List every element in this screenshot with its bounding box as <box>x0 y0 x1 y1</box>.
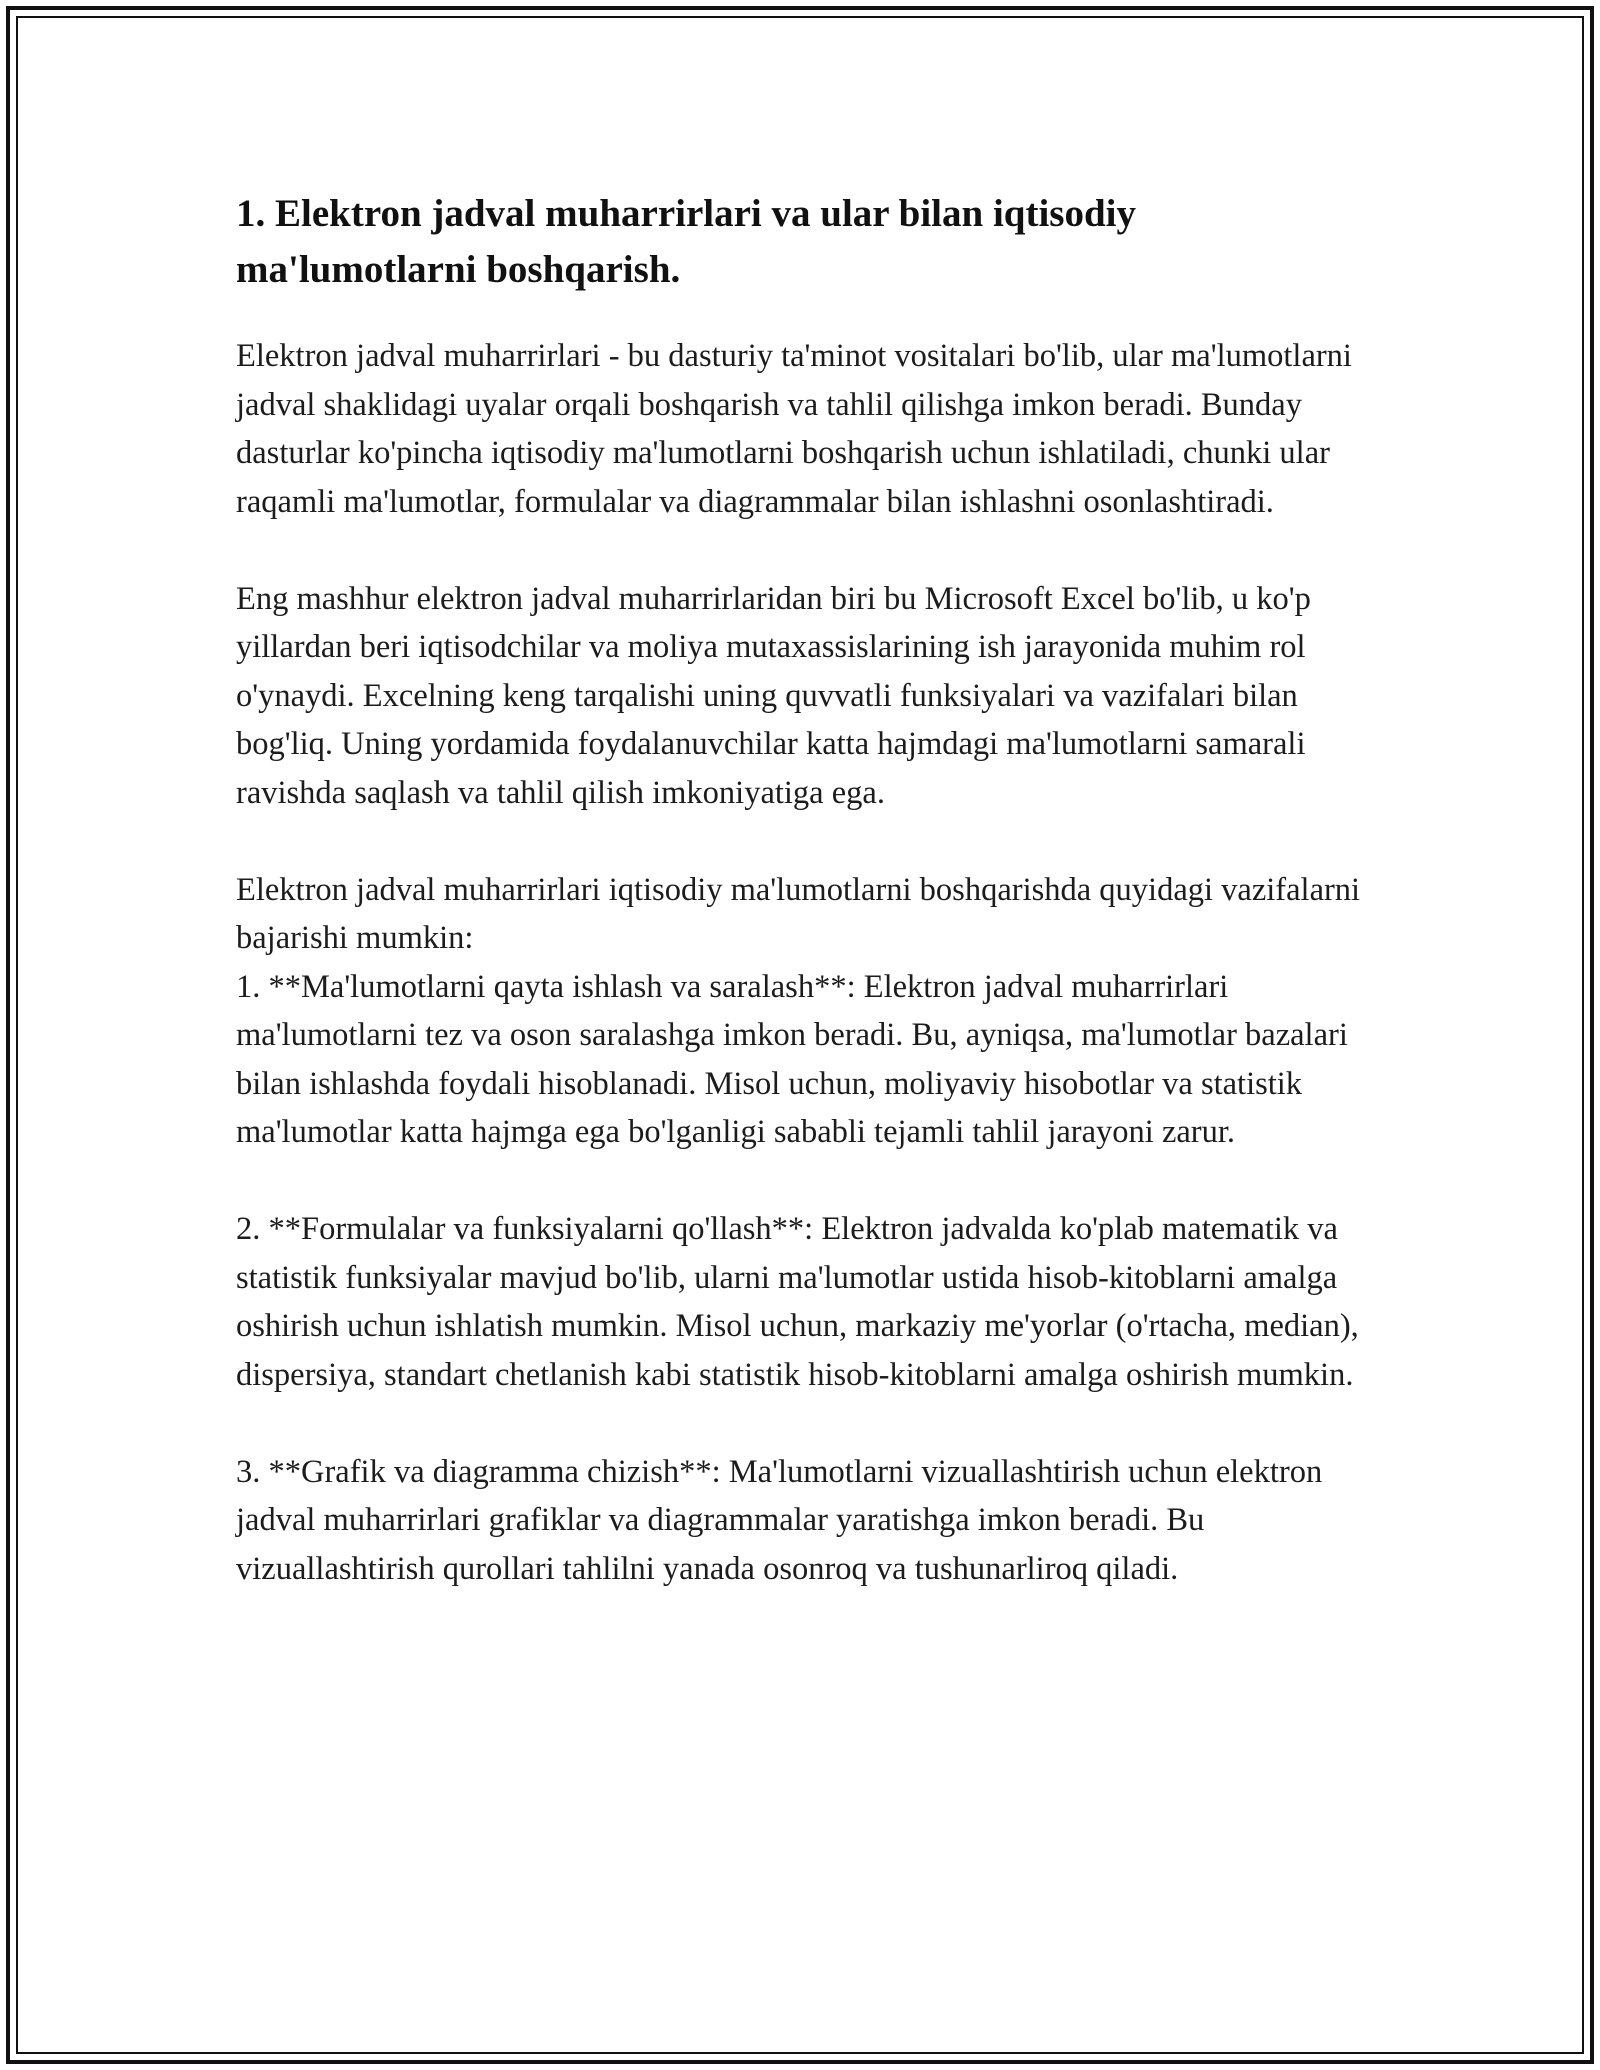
paragraph-intro: Elektron jadval muharrirlari - bu dasturiy ta'minot vositalari bo'lib, ular ma'lumotlarni jadval shaklidagi uyalar orqali boshqarish va tahlil qilishga imkon beradi. Bunday dasturlar ko'pincha iqtisodiy ma'lumotlarni boshqarish uchun ishlatiladi, chunki ular raqamli ma'lumotlar, formulalar va diagrammalar bilan ishlashni osonlashtiradi. <box>236 338 1352 520</box>
list-item-formulas: 2. **Formulalar va funksiyalarni qo'llash**: Elektron jadvalda ko'plab matematik va statistik funksiyalar mavjud bo'lib, ularni ma'lumotlar ustida hisob-kitoblarni amalga oshirish uchun ishlatish mumkin. Misol uchun, markaziy me'yorlar (o'rtacha, median), dispersiya, standart chetlanish kabi statistik hisob-kitoblarni amalga oshirish mumkin. <box>236 1211 1359 1393</box>
list-item-charts: 3. **Grafik va diagramma chizish**: Ma'lumotlarni vizuallashtirish uchun elektron jadval muharrirlari grafiklar va diagrammalar yaratishga imkon beradi. Bu vizuallashtirish qurollari tahlilni yanada osonroq va tushunarliroq qiladi. <box>236 1453 1323 1587</box>
document-body <box>236 186 1376 1593</box>
paragraph-excel: Eng mashhur elektron jadval muharrirlaridan biri bu Microsoft Excel bo'lib, u ko'p yillardan beri iqtisodchilar va moliya mutaxassislarining ish jarayonida muhim rol o'ynaydi. Excelning keng tarqalishi uning quvvatli funksiyalari va vazifalari bilan bog'liq. Uning yordamida foydalanuvchilar katta hajmdagi ma'lumotlarni samarali ravishda saqlash va tahlil qilish imkoniyatiga ega. <box>236 580 1311 811</box>
paragraph-tasks-intro: Elektron jadval muharrirlari iqtisodiy ma'lumotlarni boshqarishda quyidagi vazifalarni bajarishi mumkin: <box>236 871 1361 956</box>
document-title: 1. Elektron jadval muharrirlari va ular bilan iqtisodiy ma'lumotlarni boshqarish. <box>236 192 1136 291</box>
list-item-sorting: 1. **Ma'lumotlarni qayta ishlash va saralash**: Elektron jadval muharrirlari ma'lumotlarni tez va oson saralashga imkon beradi. Bu, ayniqsa, ma'lumotlar bazalari bilan ishlashda foydali hisoblanadi. Misol uchun, moliyaviy hisobotlar va statistik ma'lumotlar katta hajmga ega bo'lganligi sababli tejamli tahlil jarayoni zarur. <box>236 968 1348 1150</box>
